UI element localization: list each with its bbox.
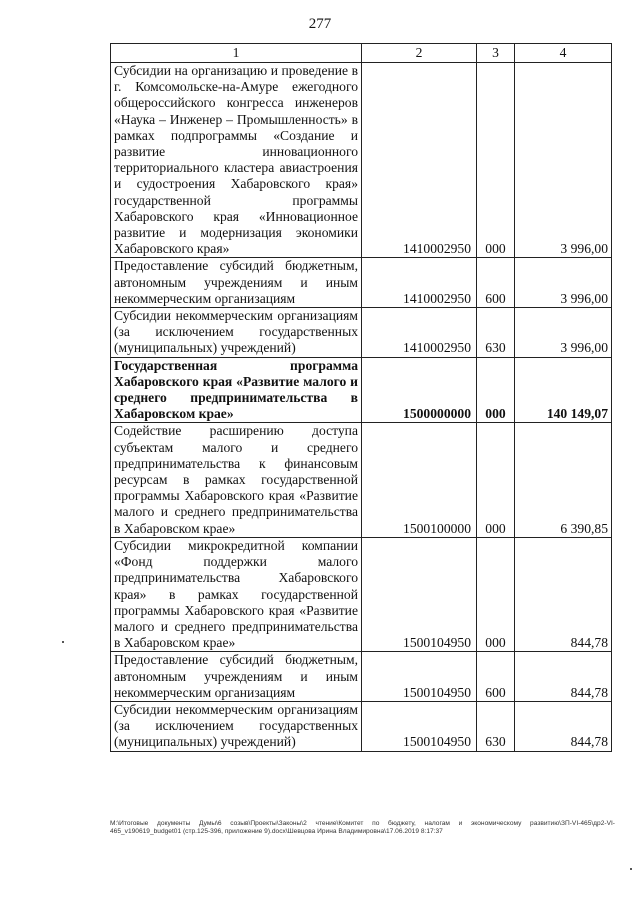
- row-amount-cell: 3 996,00: [515, 258, 612, 308]
- row-kvr-cell: 600: [477, 652, 515, 702]
- table-row: [111, 701, 612, 751]
- table-row: [111, 652, 612, 702]
- margin-mark: [62, 641, 64, 643]
- row-amount-cell: 140 149,07: [515, 357, 612, 423]
- row-name-cell: Субсидии микрокредитной компании «Фонд поддержки малого предпринимательства Хабаровского края» в рамках государственной программы Хабаровского края «Развитие малого и среднего предпринимательства в Хабаровском крае»: [111, 537, 362, 651]
- column-header-code: 2: [362, 44, 477, 63]
- table-row: [111, 537, 612, 651]
- row-amount-cell: 844,78: [515, 652, 612, 702]
- row-kvr-cell: 000: [477, 63, 515, 258]
- table-row: [111, 423, 612, 537]
- row-kvr-cell: 000: [477, 537, 515, 651]
- row-name-cell: Субсидии некоммерческим организациям (за исключением государственных (муниципальных) учреждений): [111, 701, 362, 751]
- table-row: [111, 63, 612, 258]
- row-code-cell: 1500104950: [362, 701, 477, 751]
- table-header-row: [111, 44, 612, 63]
- table-row: [111, 258, 612, 308]
- table-row: [111, 308, 612, 358]
- column-header-name: 1: [111, 44, 362, 63]
- row-name-cell: Содействие расширению доступа субъектам малого и среднего предпринимательства к финансовым ресурсам в рамках государственной программы Хабаровского края «Развитие малого и среднего предпринимательства в Хабаровском крае»: [111, 423, 362, 537]
- row-code-cell: 1500104950: [362, 652, 477, 702]
- table-row: [111, 357, 612, 423]
- page-number: 277: [308, 16, 332, 32]
- margin-mark: [630, 868, 632, 870]
- row-code-cell: 1410002950: [362, 63, 477, 258]
- row-code-cell: 1410002950: [362, 258, 477, 308]
- row-kvr-cell: 000: [477, 423, 515, 537]
- row-kvr-cell: 000: [477, 357, 515, 423]
- column-header-amount: 4: [515, 44, 612, 63]
- column-header-kvr: 3: [477, 44, 515, 63]
- row-code-cell: 1410002950: [362, 308, 477, 358]
- row-name-cell: Субсидии некоммерческим организациям (за исключением государственных (муниципальных) учреждений): [111, 308, 362, 358]
- row-name-cell: Субсидии на организацию и проведение в г. Комсомольске-на-Амуре ежегодного общероссийского конгресса инженеров «Наука – Инженер – Промышленность» в рамках подпрограммы «Создание и развитие инновационного территориального кластера авиастроения и судостроения Хабаровского края» государственной программы Хабаровского края «Инновационное развитие и модернизация экономики Хабаровского края»: [111, 63, 362, 258]
- row-amount-cell: 3 996,00: [515, 63, 612, 258]
- budget-table: [110, 43, 612, 752]
- row-amount-cell: 844,78: [515, 701, 612, 751]
- row-code-cell: 1500104950: [362, 537, 477, 651]
- document-path-footer: M:\Итоговые документы Думы\6 созыв\Проекты\Законы\2 чтение\Комитет по бюджету, налогам и экономическому развитию\ЗП-VI-465\др2-VI-465_v190619_budget01 (стр.125-396, приложение 9).docx\Шевцова Ирина Владимировна\17.06.2019 8:17:37: [110, 820, 615, 835]
- row-name-cell: Государственная программа Хабаровского края «Развитие малого и среднего предпринимательства в Хабаровском крае»: [111, 357, 362, 423]
- row-name-cell: Предоставление субсидий бюджетным, автономным учреждениям и иным некоммерческим организациям: [111, 258, 362, 308]
- row-amount-cell: 3 996,00: [515, 308, 612, 358]
- row-kvr-cell: 630: [477, 308, 515, 358]
- row-kvr-cell: 630: [477, 701, 515, 751]
- row-code-cell: 1500000000: [362, 357, 477, 423]
- row-code-cell: 1500100000: [362, 423, 477, 537]
- row-amount-cell: 6 390,85: [515, 423, 612, 537]
- row-amount-cell: 844,78: [515, 537, 612, 651]
- row-name-cell: Предоставление субсидий бюджетным, автономным учреждениям и иным некоммерческим организациям: [111, 652, 362, 702]
- row-kvr-cell: 600: [477, 258, 515, 308]
